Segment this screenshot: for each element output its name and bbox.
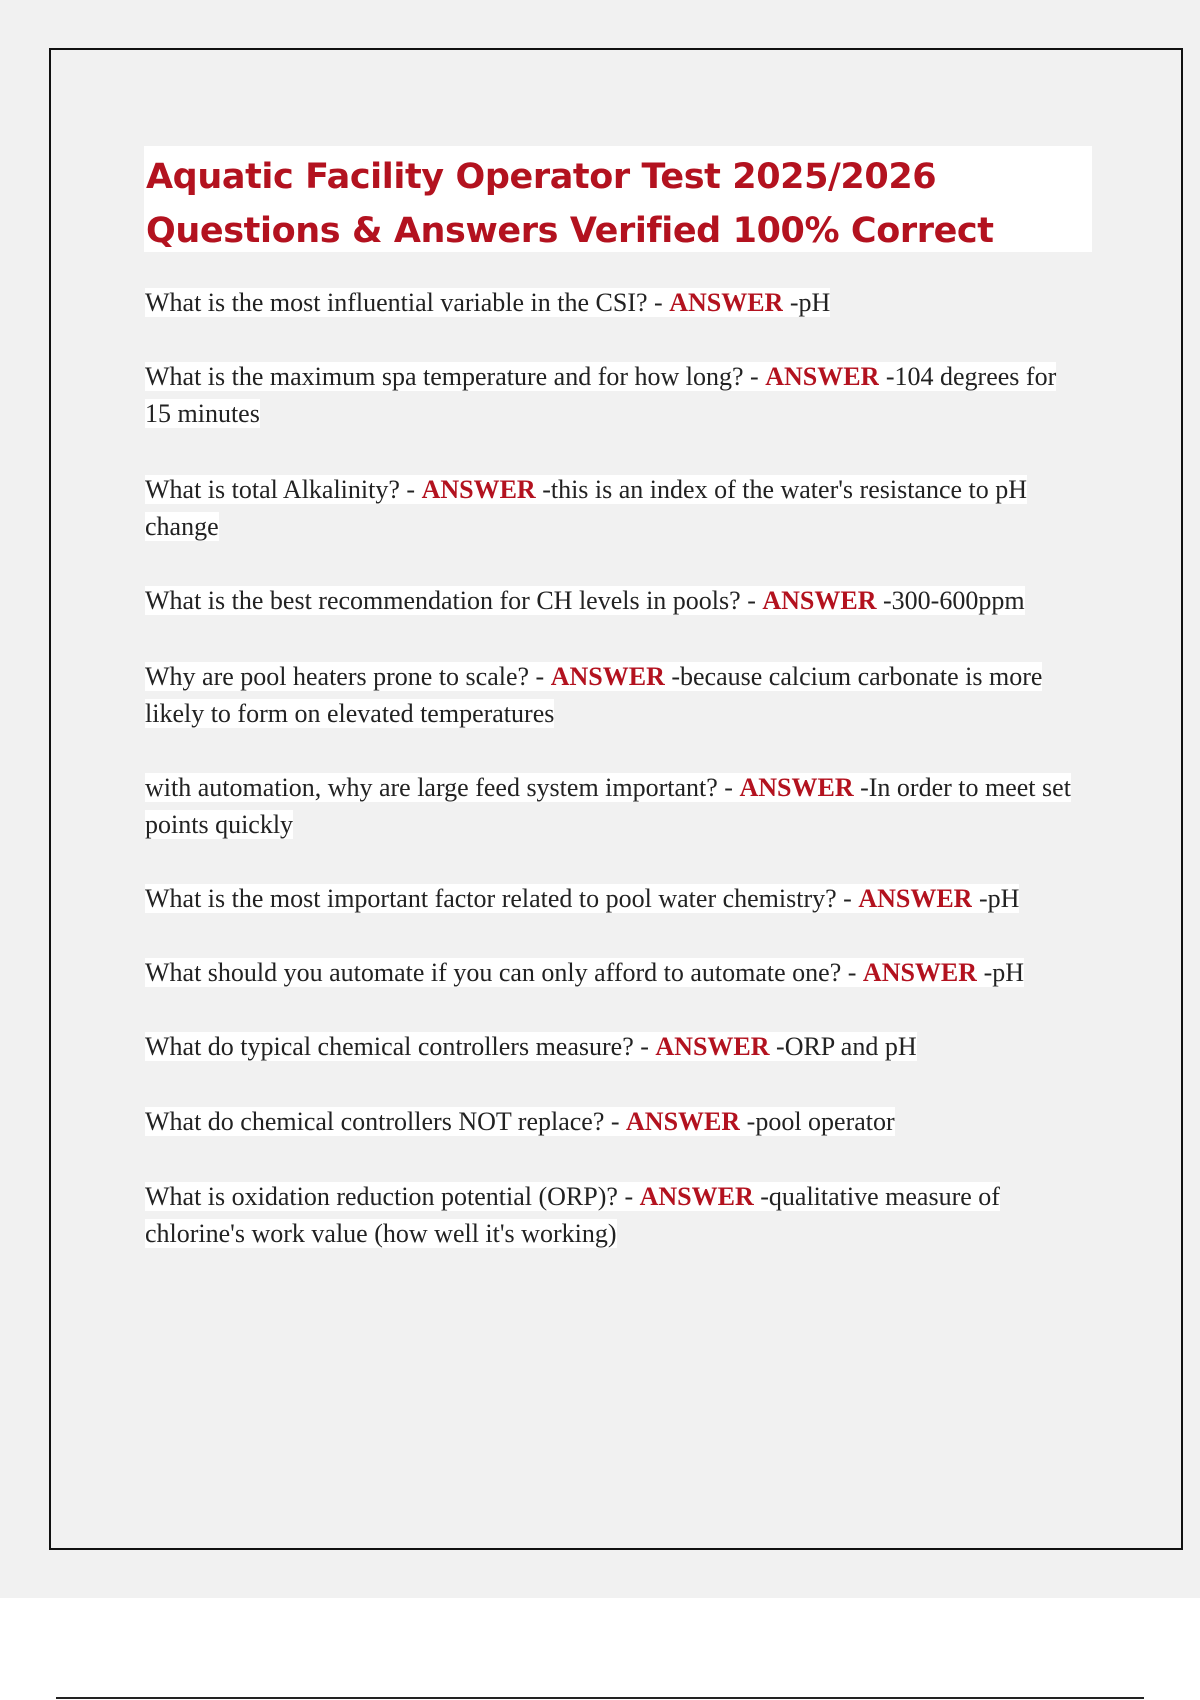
bottom-divider: [56, 1697, 1144, 1699]
answer-label: ANSWER: [639, 1182, 754, 1211]
answer-label: ANSWER: [762, 586, 877, 615]
answer-label: ANSWER: [655, 1032, 770, 1061]
answer-text: -this is an index of the water's resistance to pH change: [145, 475, 1028, 541]
answer-label: ANSWER: [550, 662, 665, 691]
qa-item: [145, 284, 1080, 321]
answer-label: ANSWER: [858, 884, 973, 913]
answer-text: -pH: [977, 958, 1024, 987]
answer-text: -pH: [972, 884, 1020, 913]
question-text: What should you automate if you can only afford to automate one? -: [145, 958, 863, 987]
answer-text: -In order to meet set points quickly: [145, 773, 1071, 839]
answer-label: ANSWER: [739, 773, 854, 802]
qa-item: [145, 1178, 1080, 1252]
answer-label: ANSWER: [421, 475, 536, 504]
question-text: What is the most influential variable in the CSI? -: [145, 288, 670, 317]
title-line-1: Aquatic Facility Operator Test 2025/2026: [146, 157, 937, 197]
question-text: What is the best recommendation for CH levels in pools? -: [145, 586, 763, 615]
question-text: What do chemical controllers NOT replace? -: [145, 1107, 627, 1136]
qa-item: [145, 769, 1080, 843]
question-text: What is total Alkalinity? -: [145, 475, 422, 504]
answer-text: -300-600ppm: [876, 586, 1025, 615]
answer-text: -because calcium carbonate is more likely to form on elevated temperatures: [145, 662, 1043, 728]
answer-text: -ORP and pH: [769, 1032, 917, 1061]
question-text: Why are pool heaters prone to scale? -: [145, 662, 551, 691]
qa-list: [145, 284, 1080, 1252]
answer-label: ANSWER: [669, 288, 784, 317]
question-text: What is the most important factor related to pool water chemistry? -: [145, 884, 859, 913]
qa-item: [145, 880, 1080, 917]
qa-item: [145, 471, 1080, 545]
qa-item: [145, 358, 1080, 432]
question-text: What do typical chemical controllers measure? -: [145, 1032, 656, 1061]
question-text: What is oxidation reduction potential (ORP)? -: [145, 1182, 640, 1211]
document-title: [144, 146, 1092, 252]
qa-item: [145, 954, 1080, 991]
qa-item: [145, 1103, 1080, 1140]
answer-label: ANSWER: [626, 1107, 741, 1136]
qa-item: [145, 582, 1080, 619]
qa-item: [145, 1028, 1080, 1065]
answer-text: -qualitative measure of chlorine's work value (how well it's working): [145, 1182, 1000, 1248]
question-text: with automation, why are large feed system important? -: [145, 773, 740, 802]
answer-text: -pH: [783, 288, 831, 317]
answer-text: -104 degrees for 15 minutes: [145, 362, 1057, 428]
qa-item: [145, 658, 1080, 732]
question-text: What is the maximum spa temperature and for how long? -: [145, 362, 766, 391]
answer-text: -pool operator: [740, 1107, 895, 1136]
answer-label: ANSWER: [765, 362, 880, 391]
answer-label: ANSWER: [862, 958, 978, 987]
title-line-2: Questions & Answers Verified 100% Correct: [146, 211, 994, 251]
